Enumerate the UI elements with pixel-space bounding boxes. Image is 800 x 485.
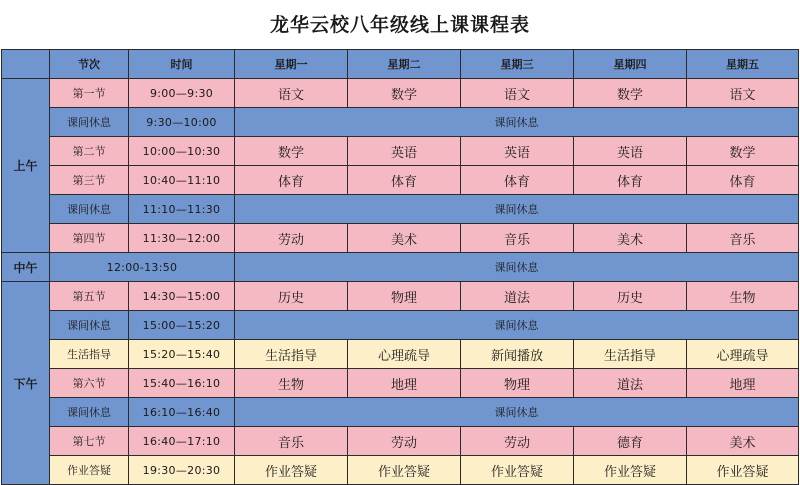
header-period: 节次 (50, 50, 129, 79)
subject-cell: 道法 (461, 282, 574, 311)
table-row (2, 79, 799, 108)
subject-cell: 体育 (235, 166, 348, 195)
period-name: 作业答疑 (50, 456, 129, 485)
period-time: 15:00—15:20 (129, 311, 235, 340)
subject-cell: 美术 (348, 224, 461, 253)
subject-cell: 物理 (461, 369, 574, 398)
period-name: 第三节 (50, 166, 129, 195)
period-time: 19:30—20:30 (129, 456, 235, 485)
subject-cell: 劳动 (461, 427, 574, 456)
subject-cell: 体育 (687, 166, 799, 195)
subject-cell: 劳动 (348, 427, 461, 456)
schedule-table (1, 49, 799, 485)
subject-cell: 作业答疑 (235, 456, 348, 485)
table-row (2, 195, 799, 224)
break-cell: 课间休息 (235, 311, 799, 340)
section-noon: 中午 (2, 253, 50, 282)
page-title: 龙华云校八年级线上课课程表 (269, 14, 530, 36)
table-row (2, 456, 799, 485)
subject-cell: 数学 (235, 137, 348, 166)
period-time: 15:40—16:10 (129, 369, 235, 398)
subject-cell: 生物 (687, 282, 799, 311)
subject-cell: 劳动 (235, 224, 348, 253)
subject-cell: 心理疏导 (687, 340, 799, 369)
period-time: 11:30—12:00 (129, 224, 235, 253)
subject-cell: 作业答疑 (574, 456, 687, 485)
subject-cell: 数学 (687, 137, 799, 166)
subject-cell: 生物 (235, 369, 348, 398)
period-time: 16:40—17:10 (129, 427, 235, 456)
table-row (2, 398, 799, 427)
table-row (2, 224, 799, 253)
break-cell: 课间休息 (235, 195, 799, 224)
noon-time: 12:00-13:50 (50, 253, 235, 282)
period-name: 第五节 (50, 282, 129, 311)
subject-cell: 数学 (574, 79, 687, 108)
subject-cell: 体育 (348, 166, 461, 195)
break-cell: 课间休息 (235, 253, 799, 282)
subject-cell: 作业答疑 (461, 456, 574, 485)
subject-cell: 作业答疑 (687, 456, 799, 485)
period-time: 10:40—11:10 (129, 166, 235, 195)
period-time: 9:00—9:30 (129, 79, 235, 108)
subject-cell: 音乐 (461, 224, 574, 253)
subject-cell: 历史 (574, 282, 687, 311)
table-row (2, 369, 799, 398)
subject-cell: 音乐 (687, 224, 799, 253)
header-row (2, 50, 799, 79)
period-name: 课间休息 (50, 398, 129, 427)
period-time: 9:30—10:00 (129, 108, 235, 137)
subject-cell: 英语 (461, 137, 574, 166)
header-corner (2, 50, 50, 79)
break-cell: 课间休息 (235, 398, 799, 427)
break-cell: 课间休息 (235, 108, 799, 137)
table-row (2, 340, 799, 369)
header-day: 星期二 (348, 50, 461, 79)
period-name: 第一节 (50, 79, 129, 108)
subject-cell: 美术 (574, 224, 687, 253)
header-day: 星期四 (574, 50, 687, 79)
period-name: 第二节 (50, 137, 129, 166)
header-day: 星期五 (687, 50, 799, 79)
subject-cell: 地理 (348, 369, 461, 398)
subject-cell: 生活指导 (235, 340, 348, 369)
subject-cell: 语文 (235, 79, 348, 108)
period-time: 14:30—15:00 (129, 282, 235, 311)
period-time: 16:10—16:40 (129, 398, 235, 427)
subject-cell: 作业答疑 (348, 456, 461, 485)
subject-cell: 新闻播放 (461, 340, 574, 369)
table-row (2, 108, 799, 137)
period-name: 第四节 (50, 224, 129, 253)
subject-cell: 数学 (348, 79, 461, 108)
header-time: 时间 (129, 50, 235, 79)
subject-cell: 音乐 (235, 427, 348, 456)
period-name: 第七节 (50, 427, 129, 456)
subject-cell: 生活指导 (574, 340, 687, 369)
period-time: 10:00—10:30 (129, 137, 235, 166)
subject-cell: 语文 (687, 79, 799, 108)
subject-cell: 英语 (348, 137, 461, 166)
header-day: 星期一 (235, 50, 348, 79)
section-morning: 上午 (2, 79, 50, 253)
table-row (2, 166, 799, 195)
table-row (2, 282, 799, 311)
period-name: 课间休息 (50, 195, 129, 224)
subject-cell: 体育 (461, 166, 574, 195)
period-time: 11:10—11:30 (129, 195, 235, 224)
subject-cell: 物理 (348, 282, 461, 311)
subject-cell: 美术 (687, 427, 799, 456)
table-row (2, 311, 799, 340)
subject-cell: 体育 (574, 166, 687, 195)
period-name: 课间休息 (50, 108, 129, 137)
subject-cell: 地理 (687, 369, 799, 398)
period-name: 生活指导 (50, 340, 129, 369)
header-day: 星期三 (461, 50, 574, 79)
subject-cell: 心理疏导 (348, 340, 461, 369)
subject-cell: 英语 (574, 137, 687, 166)
table-row (2, 253, 799, 282)
subject-cell: 德育 (574, 427, 687, 456)
subject-cell: 语文 (461, 79, 574, 108)
subject-cell: 道法 (574, 369, 687, 398)
table-row (2, 137, 799, 166)
table-row (2, 427, 799, 456)
section-afternoon: 下午 (2, 282, 50, 485)
subject-cell: 历史 (235, 282, 348, 311)
period-name: 第六节 (50, 369, 129, 398)
period-time: 15:20—15:40 (129, 340, 235, 369)
period-name: 课间休息 (50, 311, 129, 340)
